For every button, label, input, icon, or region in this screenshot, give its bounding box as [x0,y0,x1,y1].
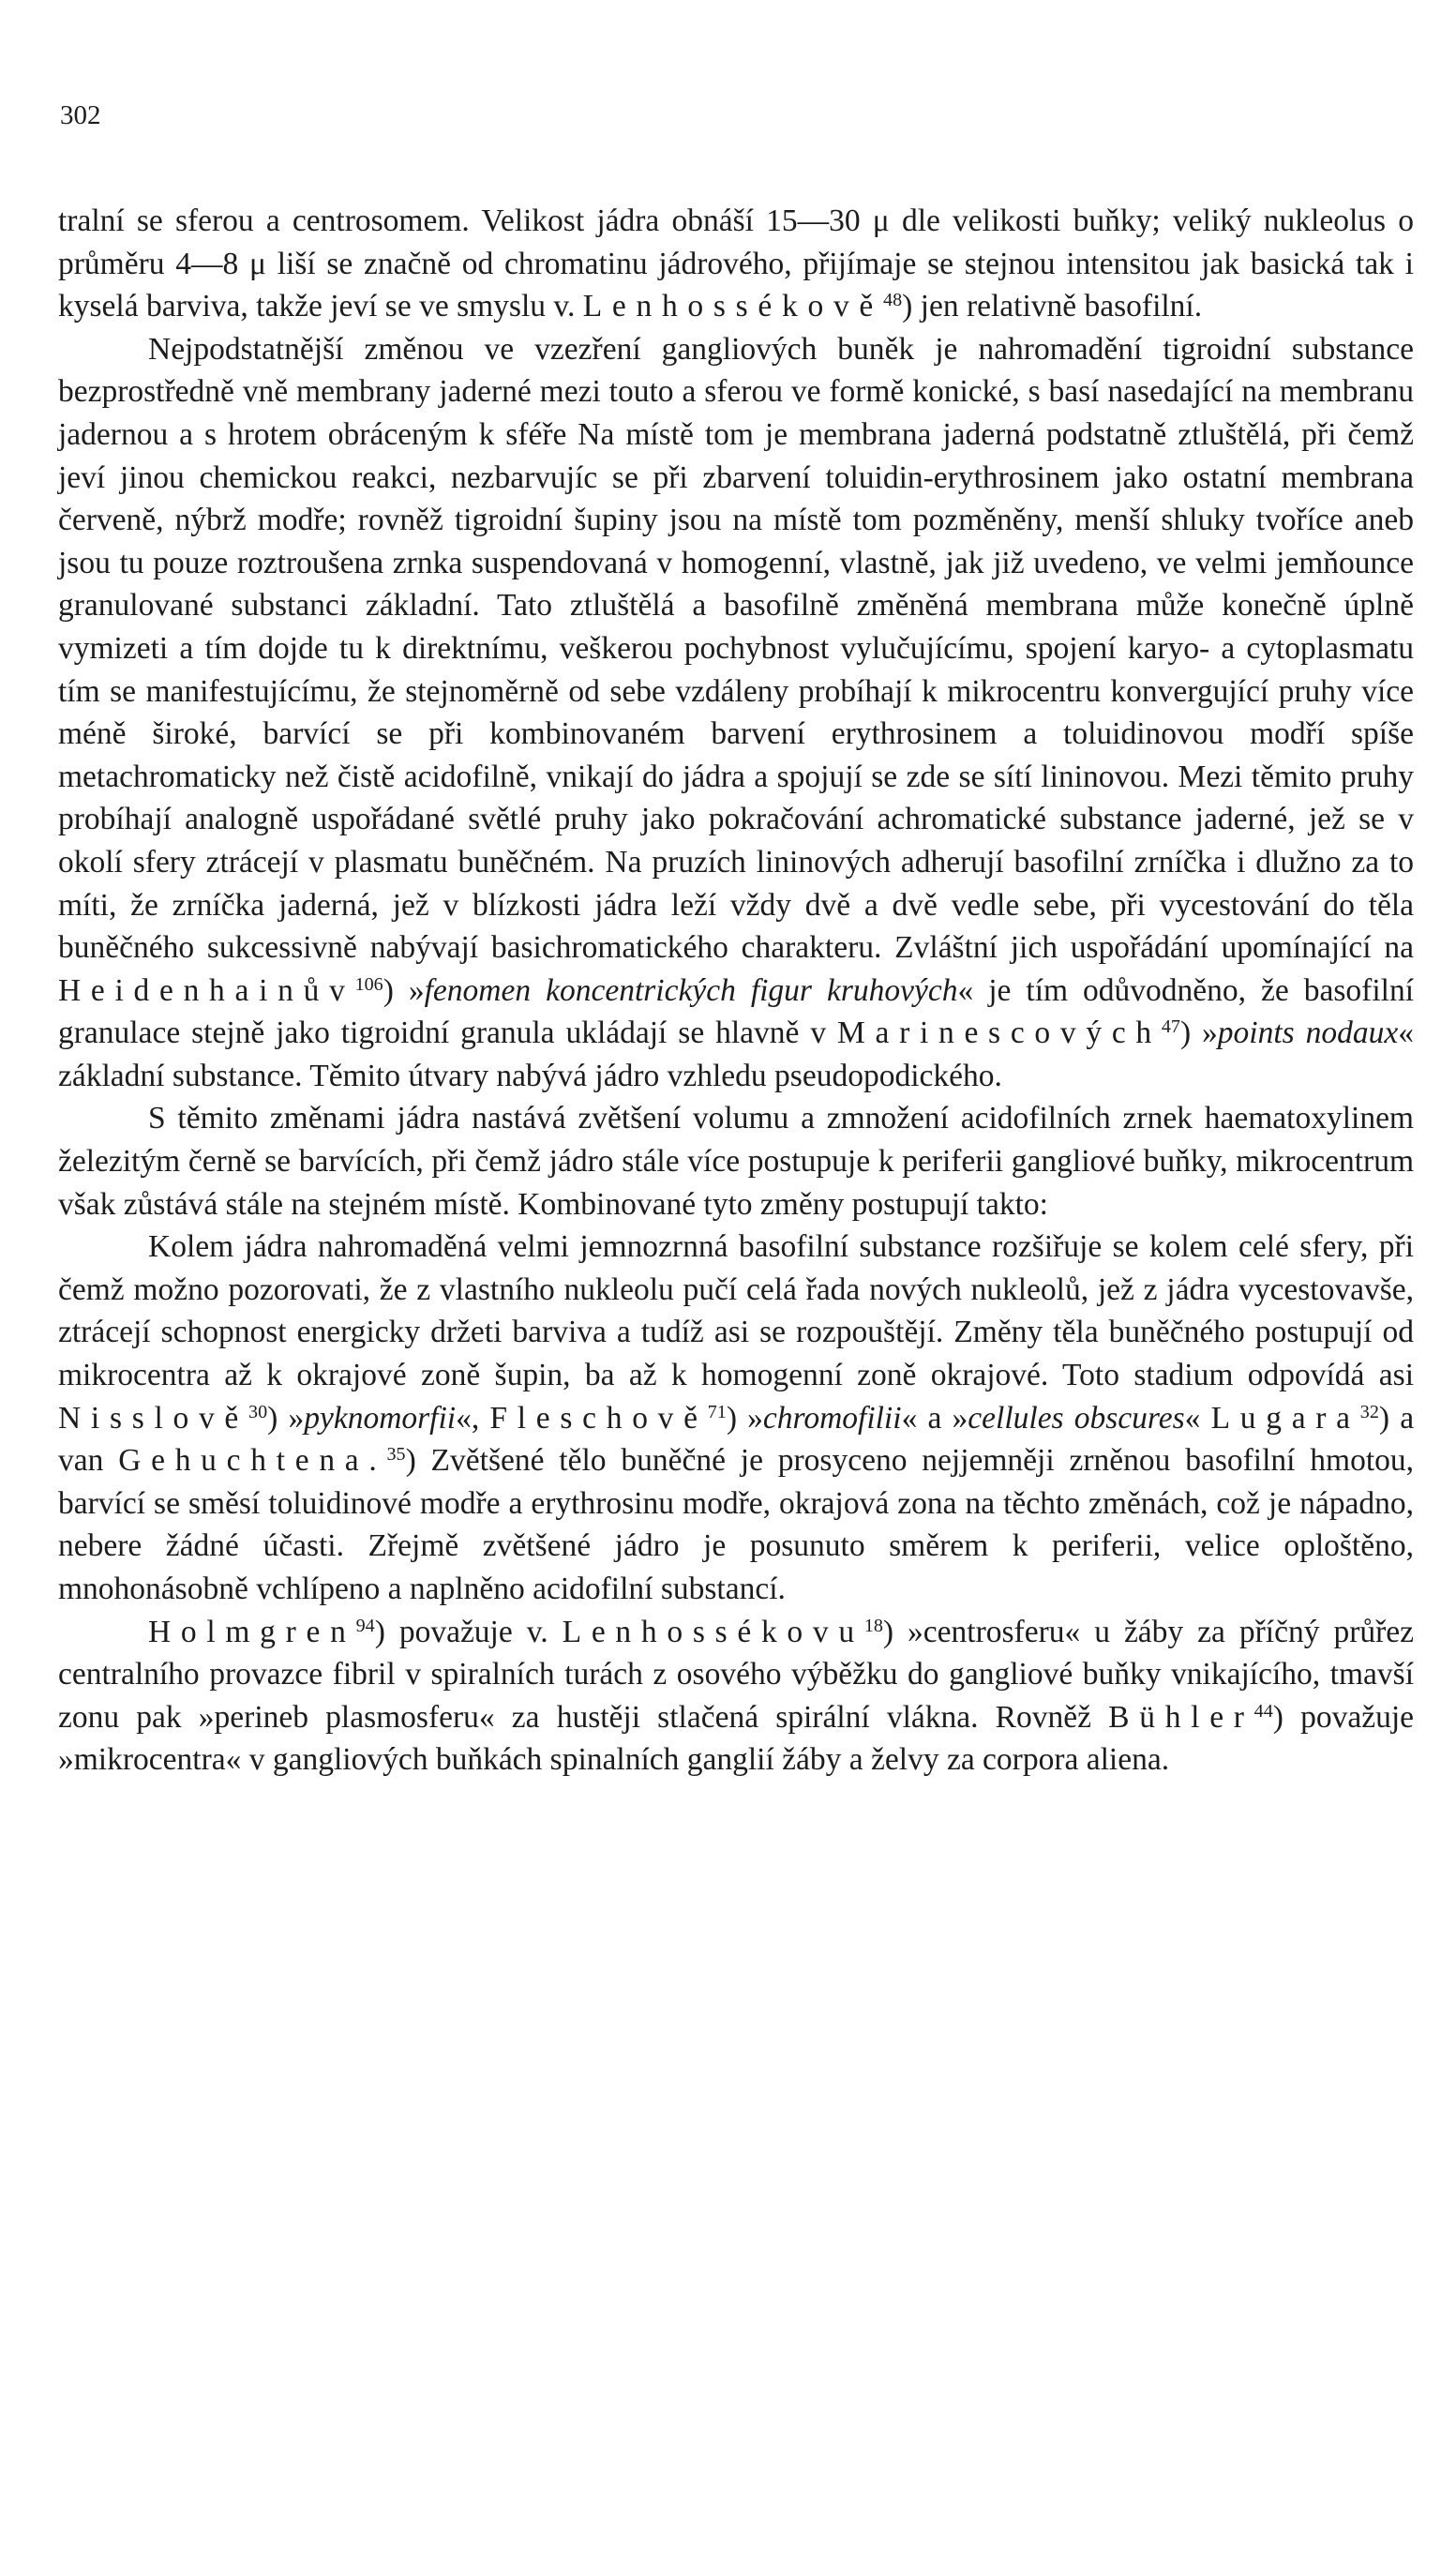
text-run: ) » [383,972,425,1008]
paragraph-2 [58,328,1414,1098]
reference-number: 48 [883,290,903,311]
paragraph-1 [58,200,1414,328]
text-run: ) Zvětšené tělo buněčné je prosyceno nejjemněji zrněnou basofilní hmotou, barvící se směsí toluidinové modře a erythrosinu modře, okrajová zona na těchto změnách, což je nápadno, nebere žádné účasti. Zřejmě zvětšené jádro je posunuto směrem k periferii, velice oploštěno, mnohonásobně vchlípeno a naplněno acidofilní substancí. [58,1443,1415,1606]
text-run: ) » [1179,1015,1218,1051]
reference-number: 94 [355,1615,375,1636]
italic-term: chromofilii [762,1400,902,1436]
text-run: « a » [901,1400,968,1436]
text-run: ) jen relativně basofilní. [902,289,1203,324]
text-run: ) a van [58,1400,1415,1479]
italic-term: fenomen koncentrických figur kruhových [424,972,958,1008]
body-text [58,200,1414,1782]
author-name: Lugara [1210,1400,1360,1436]
text-run: « [1184,1400,1211,1436]
text-run: ) » [267,1400,305,1436]
text-run: tralní se sferou a centrosomem. Velikost jádra obnáší 15—30 μ dle velikosti buňky; veliký nukleolus o průměru 4—8 μ liší se značně od chromatinu jádrového, přijímaje se stejnou intensitou jak basická tak i kyselá barviva, takže jeví se ve smyslu v. [58,203,1414,324]
paragraph-3 [58,1097,1414,1226]
text-run: ) »centrosferu« u žáby za příčný průřez centralního provazce fibril v spiralních turách z osového výběžku do gangliové buňky vnikajícího, tmavší zonu pak »perineb plasmosferu« za hustěji stlačená spirální vlákna. Rovněž [58,1614,1414,1735]
paragraph-5 [58,1611,1414,1782]
author-name: Gehuchtena. [118,1443,387,1479]
author-name: Bühler [1108,1699,1254,1735]
author-name: Lenhossékově [582,289,884,324]
author-name: Holmgren [148,1614,356,1649]
text-run: Nejpodstatnější změnou ve vzezření gangliových buněk je nahromadění tigroidní substance bezprostředně vně membrany jaderné mezi touto a sferou ve formě konické, s basí nasedající na membranu jadernou a s hrotem obráceným k sféře Na místě tom je membrana jaderná podstatně ztluštělá, při čemž jeví jinou chemickou reakci, nezbarvujíc se při zbarvení toluidin-erythrosinem jako ostatní membrana červeně, nýbrž modře; rovněž tigroidní šupiny jsou na místě tom pozměněny, menší shluky tvoříce aneb jsou tu pouze roztroušena zrnka suspendovaná v homogenní, vlastně, jak již uvedeno, ve velmi jemňounce granulované substanci základní. Tato ztluštělá a basofilně změněná membrana může konečně úplně vymizeti a tím dojde tu k direktnímu, veškerou pochybnost vylučujícímu, spojení karyo- a cytoplasmatu tím se manifestujícímu, že stejnoměrně od sebe vzdáleny probíhají k mikrocentru konvergující pruhy více méně široké, barvící se při kombinovaném barvení erythrosinem a toluidinovou modří spíše metachromaticky než čistě acidofilně, vnikají do jádra a spojují se zde se sítí lininovou. Mezi těmito pruhy probíhají analogně uspořádané světlé pruhy jako pokračování achromatické substance jaderné, jež se v okolí sfery ztrácejí v plasmatu buněčném. Na pruzích lininových adherují basofilní zrníčka i dlužno za to míti, že zrníčka jaderná, jež v blízkosti jádra leží vždy dvě a dvě vedle sebe, při vycestování do těla buněčného sukcessivně nabývají basichromatického charakteru. Zvláštní jich uspořádání upomínající na [58,331,1414,966]
reference-number: 44 [1253,1700,1273,1722]
italic-term: points nodaux [1217,1015,1399,1051]
paragraph-4 [58,1226,1414,1610]
text-run: ) považuje v. [374,1614,563,1649]
text-run: ) » [726,1400,763,1436]
text-run: « je tím odůvodněno, že basofilní granulace stejně jako tigroidní granula ukládají se hlavně v [58,972,1415,1051]
reference-number: 35 [386,1444,406,1466]
italic-term: cellules obscures [968,1400,1185,1436]
author-name: Heidenhainův [58,972,355,1008]
reference-number: 47 [1161,1016,1180,1038]
reference-number: 18 [863,1615,883,1636]
reference-number: 106 [354,973,383,995]
text-run: « základní substance. Těmito útvary nabývá jádro vzhledu pseudopodického. [58,1015,1414,1093]
author-name: Marinescových [837,1015,1162,1051]
reference-number: 71 [707,1401,727,1422]
author-name: Lenhossékovu [562,1614,864,1649]
author-name: Fleschově [489,1400,708,1436]
italic-term: pyknomorfii [304,1400,457,1436]
text-run: Kolem jádra nahromaděná velmi jemnozrnná basofilní substance rozšiřuje se kolem celé sfery, při čemž možno pozorovati, že z vlastního nukleolu pučí celá řada nových nukleolů, jež z jádra vycestovavše, ztrácejí schopnost energicky držeti barviva a tudíž asi se rozpouštějí. Změny těla buněčného postupují od mikrocentra až k okrajové zoně šupin, ba až k homogenní zoně okrajové. Toto stadium odpovídá asi [58,1229,1414,1393]
reference-number: 30 [248,1401,268,1422]
text-run: ) považuje »mikrocentra« v gangliových buňkách spinalních ganglií žáby a želvy za corpora aliena. [58,1699,1414,1778]
text-run: S těmito změnami jádra nastává zvětšení volumu a zmnožení acidofilních zrnek haematoxylinem železitým černě se barvících, při čemž jádro stále více postupuje k periferii gangliové buňky, mikrocentrum však zůstává stále na stejném místě. Kombinované tyto změny postupují takto: [58,1101,1414,1222]
reference-number: 32 [1359,1401,1379,1422]
text-run: «, [456,1400,490,1436]
page-number: 302 [60,100,101,130]
author-name: Nisslově [58,1400,249,1436]
